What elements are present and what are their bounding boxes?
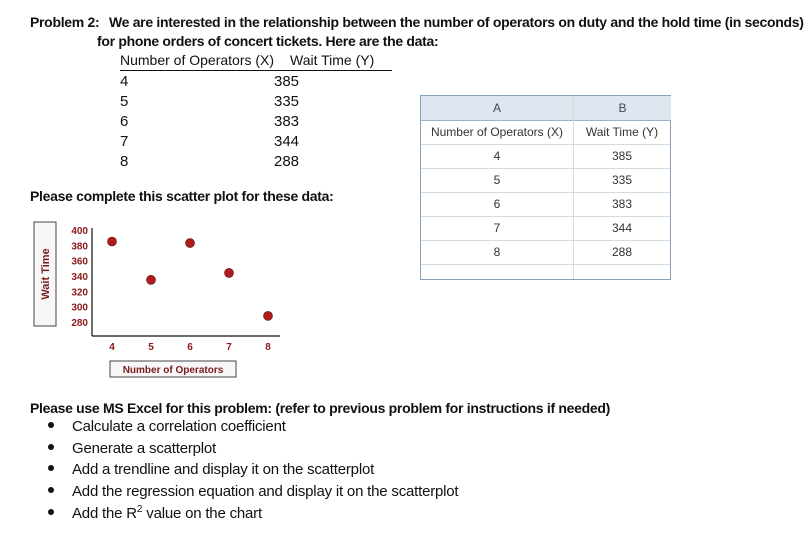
scatter-prompt: Please complete this scatter plot for these data:	[30, 188, 334, 204]
y-tick-label: 300	[71, 302, 88, 314]
excel-cell-b: 335	[574, 169, 670, 193]
cell-x: 6	[120, 113, 129, 130]
scatter-point	[147, 275, 156, 284]
y-axis-label: Wait Time	[40, 248, 52, 300]
col-header-y: Wait Time (Y)	[290, 52, 375, 68]
bullet-icon	[48, 465, 54, 471]
instruction-item	[48, 504, 262, 522]
bullet-icon	[48, 444, 54, 450]
instruction-text: Add a trendline and display it on the scatterplot	[72, 461, 375, 478]
excel-cell-b: 385	[574, 145, 670, 169]
instruction-text: Add the regression equation and display it on the scatterplot	[72, 483, 459, 500]
cell-x: 8	[120, 153, 129, 170]
excel-cell-a: 7	[421, 217, 573, 241]
superscript-2: 2	[136, 504, 143, 515]
instruction-text-tail: value on the chart	[142, 505, 262, 522]
instruction-text: Generate a scatterplot	[72, 440, 217, 457]
cell-y: 288	[274, 153, 300, 170]
instruction-item	[48, 418, 286, 435]
excel-col-b: B	[573, 96, 671, 121]
instructions-intro: Please use MS Excel for this problem: (refer to previous problem for instructions if needed)	[30, 400, 610, 416]
bullet-icon	[48, 509, 54, 515]
bullet-icon	[48, 422, 54, 428]
scatter-point	[264, 311, 273, 320]
cell-x: 5	[120, 93, 129, 110]
table-row	[120, 131, 392, 151]
problem-line-2: for phone orders of concert tickets. Here are the data:	[97, 33, 439, 49]
x-axis-label: Number of Operators	[122, 365, 224, 376]
excel-cell-b: 288	[574, 241, 670, 265]
problem-line-1	[30, 14, 804, 30]
cell-y: 383	[274, 113, 300, 130]
x-tick-label: 6	[187, 342, 193, 353]
excel-cell-b: 344	[574, 217, 670, 241]
y-tick-label: 280	[71, 318, 88, 329]
scatter-point	[225, 268, 234, 277]
x-tick-label: 5	[148, 342, 154, 353]
problem-label: Problem 2:	[30, 14, 100, 30]
y-tick-label: 360	[71, 256, 88, 268]
problem-text: We are interested in the relationship between the number of operators on duty and the hold time (in seconds)	[108, 14, 804, 30]
instruction-text: Calculate a correlation coefficient	[72, 418, 286, 435]
instruction-item	[48, 440, 216, 457]
excel-spreadsheet	[420, 95, 671, 280]
excel-header-a: Number of Operators (X)	[421, 121, 573, 145]
cell-y: 344	[274, 133, 300, 150]
y-tick-label: 320	[71, 287, 88, 299]
table-row	[120, 71, 392, 91]
x-tick-label: 4	[109, 342, 115, 353]
excel-cell-b: 383	[574, 193, 670, 217]
table-row	[120, 111, 392, 131]
excel-cell-a: 8	[421, 241, 573, 265]
cell-y: 385	[274, 73, 300, 90]
bullet-icon	[48, 487, 54, 493]
y-tick-label: 400	[71, 226, 88, 237]
data-table	[120, 52, 392, 171]
excel-cell-a: 4	[421, 145, 573, 169]
cell-x: 7	[120, 133, 129, 150]
instruction-item	[48, 483, 458, 500]
scatter-point	[108, 237, 117, 246]
cell-x: 4	[120, 73, 129, 90]
excel-col-a: A	[421, 96, 573, 121]
table-row	[120, 151, 392, 171]
excel-cell-a: 6	[421, 193, 573, 217]
instruction-text: Add the R	[72, 505, 137, 522]
col-header-x: Number of Operators (X)	[120, 52, 275, 68]
x-tick-label: 8	[265, 342, 271, 353]
scatter-plot	[30, 218, 290, 383]
data-table-header	[120, 52, 392, 71]
y-tick-label: 380	[71, 241, 88, 253]
excel-cell-a: 5	[421, 169, 573, 193]
table-row	[120, 91, 392, 111]
scatter-point	[186, 239, 195, 248]
cell-y: 335	[274, 93, 300, 110]
y-tick-label: 340	[71, 272, 88, 283]
instruction-item	[48, 461, 374, 478]
x-tick-label: 7	[226, 342, 232, 353]
excel-header-b: Wait Time (Y)	[574, 121, 670, 145]
